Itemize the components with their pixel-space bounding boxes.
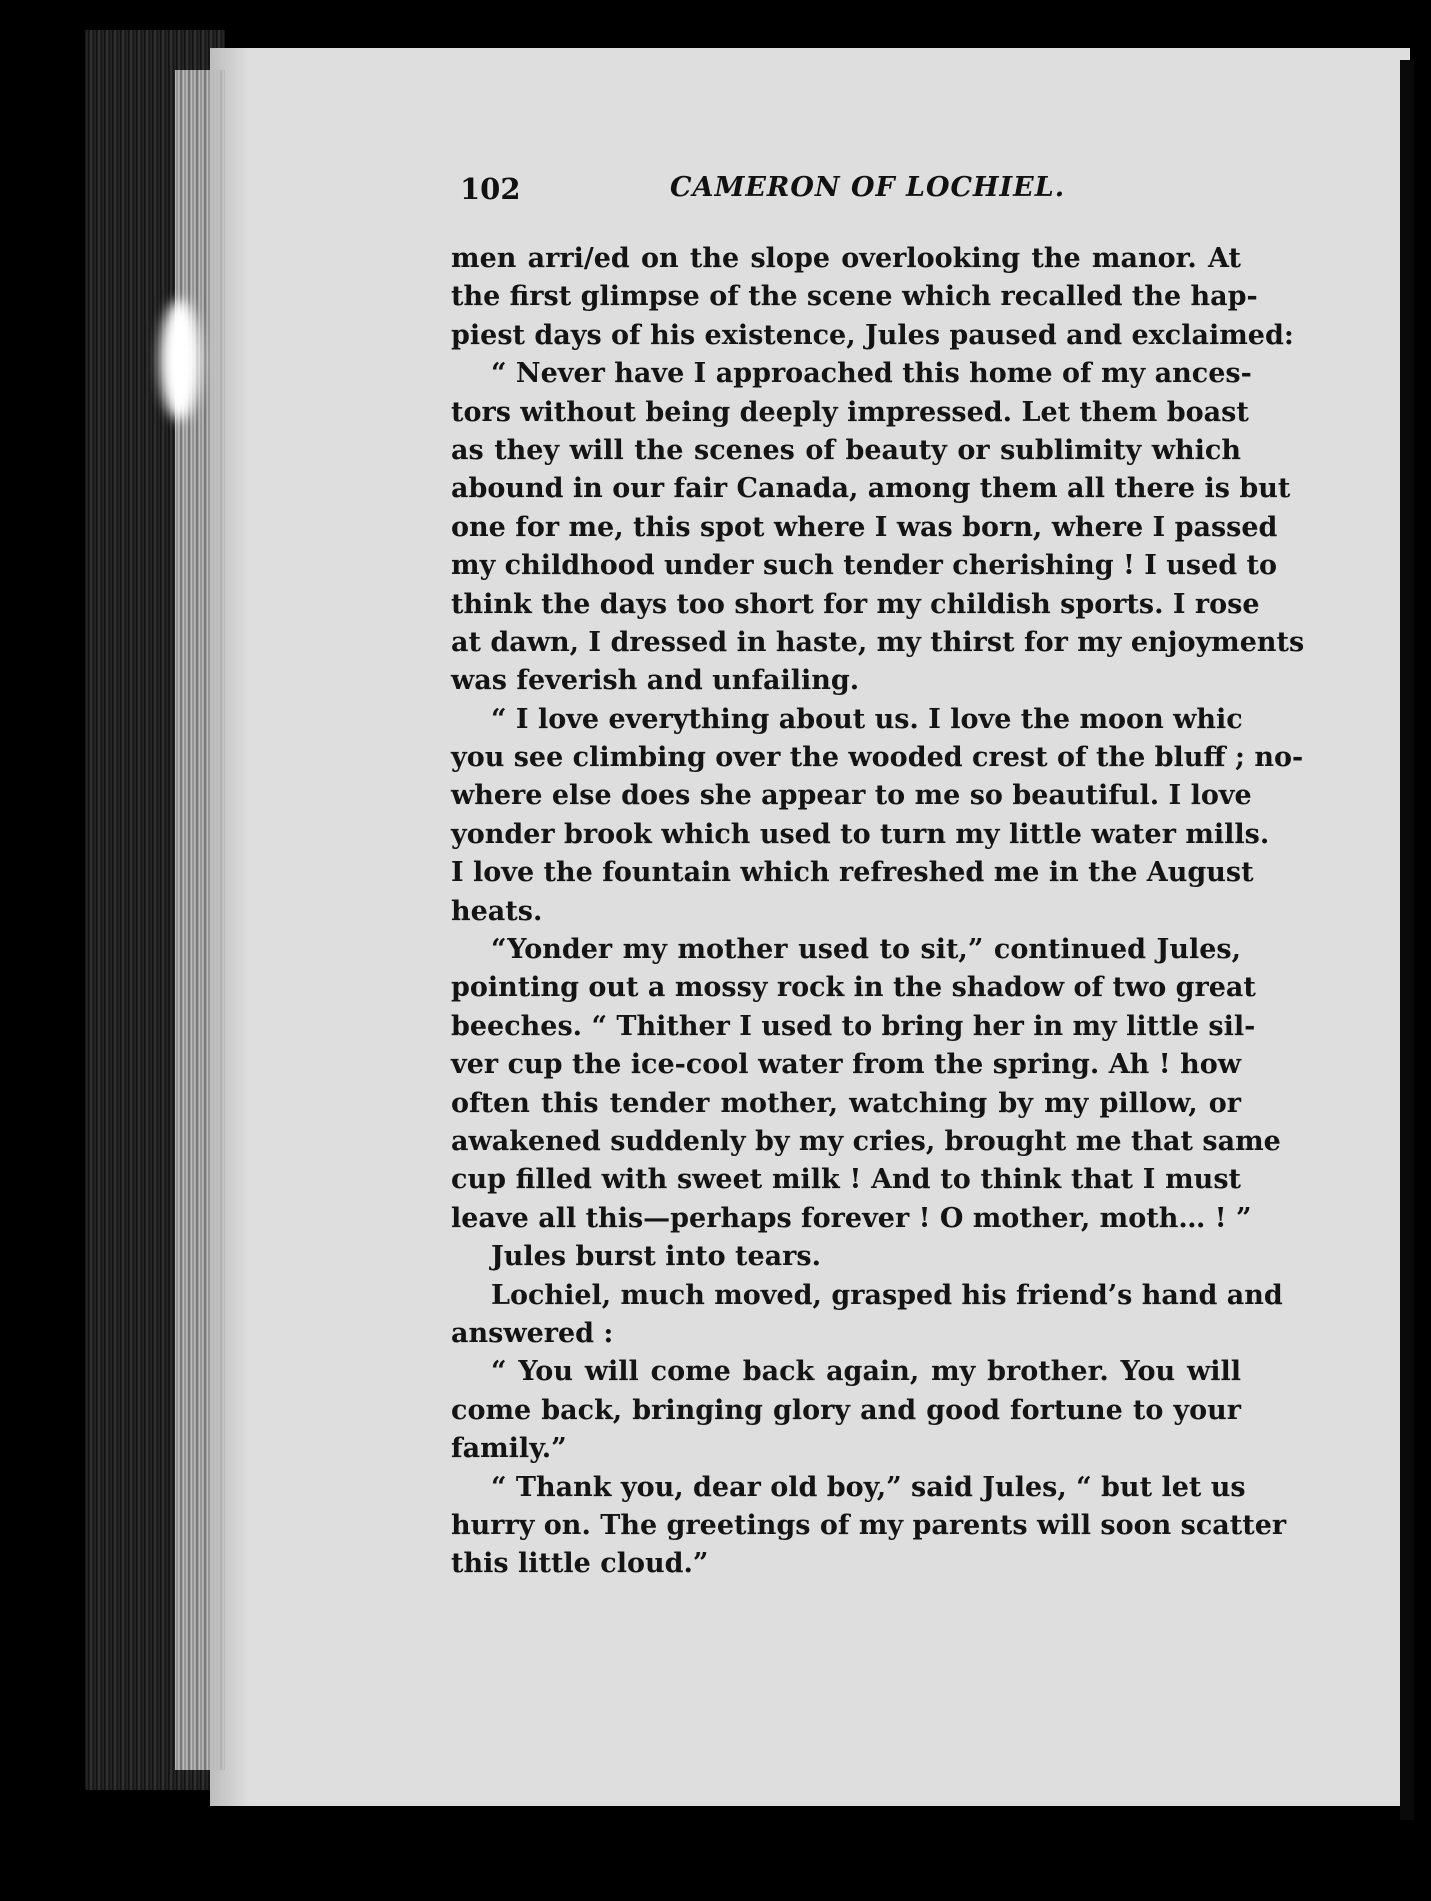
text-line: heats. bbox=[451, 895, 543, 927]
text-line: ver cup the ice-cool water from the spring. Ah ! how bbox=[451, 1049, 1241, 1081]
text-line: abound in our fair Canada, among them all there is but bbox=[451, 473, 1291, 505]
text-line: my childhood under such tender cherishing ! I used to bbox=[451, 550, 1278, 582]
text-line: hurry on. The greetings of my parents will soon scatter bbox=[451, 1509, 1287, 1541]
text-line: one for me, this spot where I was born, where I passed bbox=[451, 511, 1278, 543]
text-line: Lochiel, much moved, grasped his friend’s hand and bbox=[491, 1279, 1283, 1311]
text-line: was feverish and unfailing. bbox=[451, 665, 860, 697]
text-line: you see climbing over the wooded crest of the bluff ; no- bbox=[451, 742, 1304, 774]
text-line: “ I love everything about us. I love the moon whic bbox=[491, 703, 1243, 735]
text-line: come back, bringing glory and good fortune to your bbox=[451, 1394, 1241, 1426]
text-line: Jules burst into tears. bbox=[491, 1241, 821, 1273]
text-line: men arri/ed on the slope overlooking the manor. At bbox=[451, 243, 1241, 274]
scan-glare bbox=[160, 300, 200, 420]
page-header bbox=[460, 172, 1080, 212]
text-line: as they will the scenes of beauty or sublimity which bbox=[451, 434, 1241, 466]
text-line: often this tender mother, watching by my pillow, or bbox=[451, 1087, 1241, 1119]
page-number: 102 bbox=[460, 172, 521, 206]
text-line: cup filled with sweet milk ! And to think that I must bbox=[451, 1164, 1241, 1196]
page-right-edge bbox=[1400, 60, 1414, 1820]
text-line: at dawn, I dressed in haste, my thirst for my enjoyments bbox=[451, 626, 1305, 658]
text-line: “Yonder my mother used to sit,” continued Jules, bbox=[491, 934, 1241, 966]
running-head: CAMERON OF LOCHIEL. bbox=[670, 172, 1066, 203]
text-line: piest days of his existence, Jules paused and exclaimed: bbox=[451, 319, 1294, 351]
text-line: “ Never have I approached this home of my ances- bbox=[491, 358, 1252, 390]
gutter-shadow bbox=[210, 48, 250, 1806]
text-line: tors without being deeply impressed. Let them boast bbox=[451, 396, 1249, 428]
text-line: leave all this—perhaps forever ! O mother, moth… ! ” bbox=[451, 1202, 1252, 1234]
text-line: where else does she appear to me so beautiful. I love bbox=[451, 780, 1252, 812]
text-line: “ You will come back again, my brother. You will bbox=[491, 1356, 1241, 1388]
text-line: yonder brook which used to turn my little water mills. bbox=[451, 818, 1270, 850]
body-text bbox=[451, 240, 1305, 1584]
text-line: awakened suddenly by my cries, brought me that same bbox=[451, 1125, 1281, 1157]
text-line: “ Thank you, dear old boy,” said Jules, “ but let us bbox=[491, 1471, 1246, 1503]
text-line: family.” bbox=[451, 1433, 567, 1465]
text-line: think the days too short for my childish sports. I rose bbox=[451, 588, 1260, 620]
text-line: pointing out a mossy rock in the shadow of two great bbox=[451, 972, 1256, 1004]
text-line: answered : bbox=[451, 1317, 614, 1349]
text-line: I love the fountain which refreshed me in the August bbox=[451, 857, 1254, 889]
text-line: this little cloud.” bbox=[451, 1548, 709, 1580]
text-line: the first glimpse of the scene which recalled the hap- bbox=[451, 281, 1258, 313]
text-line: beeches. “ Thither I used to bring her in my little sil- bbox=[451, 1010, 1256, 1042]
